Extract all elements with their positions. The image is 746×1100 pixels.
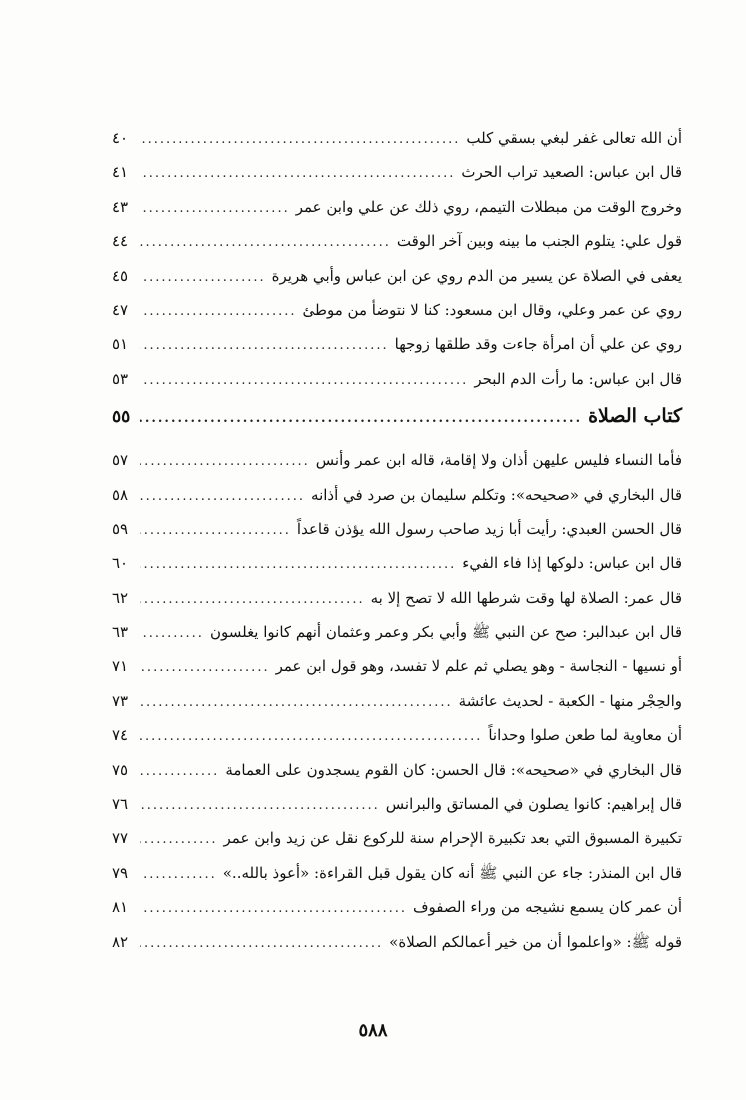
- toc-entry-title: قال البخاري في «صحيحه»: قال الحسن: كان القوم يسجدون على العمامة: [225, 760, 682, 779]
- toc-entry-page: ٨٢: [112, 932, 129, 951]
- toc-entry-page: ٨١: [112, 898, 129, 917]
- leader-dots: [140, 658, 270, 678]
- toc-entry-title: أو نسيها - النجاسة - وهو يصلي ثم علم لا تفسد، وهو قول ابن عمر: [275, 657, 682, 676]
- leader-dots: [140, 487, 305, 507]
- toc-entry: [112, 266, 682, 288]
- toc-entry-page: ٦٠: [112, 554, 129, 573]
- toc-entry-title: أن معاوية لما طعن صلوا وحداناً: [488, 726, 682, 745]
- leader-dots: [140, 624, 204, 644]
- toc-entry-page: ٥٨: [112, 485, 129, 504]
- toc-entry-page: ٧٩: [112, 863, 129, 882]
- toc-entry: [112, 334, 682, 356]
- toc-entry-page: ٥٩: [112, 519, 129, 538]
- toc-entry-title: قال البخاري في «صحيحه»: وتكلم سليمان بن صرد في أذانه: [311, 485, 682, 504]
- toc-entry-title: روي عن عمر وعلي، وقال ابن مسعود: كنا لا نتوضأ من موطئ: [302, 300, 682, 319]
- toc-entry-title: قال ابن عبدالبر: صح عن النبي ﷺ وأبي بكر وعمر وعثمان أنهم كانوا يغلسون: [209, 623, 682, 642]
- leader-dots: [140, 521, 291, 541]
- toc-entry: [112, 588, 682, 610]
- toc-entry: [112, 369, 682, 391]
- toc-entry-page: ٦٣: [112, 623, 129, 642]
- leader-dots: [140, 268, 266, 288]
- toc-entry-title: وخروج الوقت من مبطلات التيمم، روي ذلك عن علي وابن عمر: [295, 197, 682, 216]
- toc-entry-page: ٦٢: [112, 588, 129, 607]
- toc-entry: [112, 691, 682, 713]
- section-heading-row: [112, 403, 682, 432]
- toc-entry: [112, 197, 682, 219]
- toc-entry-title: قال عمر: الصلاة لها وقت شرطها الله لا تصح إلا به: [370, 588, 682, 607]
- toc-entry: [112, 162, 682, 184]
- toc-entry-page: ٤١: [112, 163, 129, 182]
- toc-entry-title: قال ابن عباس: ما رأت الدم البحر: [474, 369, 682, 388]
- toc-entry-title: قال الحسن العبدي: رأيت أبا زيد صاحب رسول الله يؤذن قاعداً: [296, 519, 682, 538]
- toc-entry-page: ٥٥: [112, 407, 131, 428]
- leader-dots: [140, 796, 380, 816]
- toc-entry: [112, 656, 682, 678]
- toc-entry-title: قال ابن عباس: دلوكها إذا فاء الفيء: [462, 554, 682, 573]
- toc-entry-page: ٥٧: [112, 451, 129, 470]
- leader-dots: [140, 336, 389, 356]
- leader-dots: [140, 693, 453, 713]
- toc-entry-page: ٧٥: [112, 760, 129, 779]
- leader-dots: [140, 727, 482, 747]
- toc-entry: [112, 300, 682, 322]
- toc-entry-title: أن الله تعالى غفر لبغي بسقي كلب: [466, 129, 682, 147]
- toc-entry: [112, 622, 682, 644]
- toc-entry-page: ٥١: [112, 335, 129, 354]
- leader-dots: [140, 865, 217, 885]
- leader-dots: [140, 302, 297, 322]
- toc-entry: [112, 450, 682, 472]
- toc-entry-title: فأما النساء فليس عليهن أذان ولا إقامة، قاله ابن عمر وأنس: [315, 451, 682, 470]
- toc-entry: [112, 553, 682, 575]
- toc-entry-page: ٤٠: [112, 129, 129, 147]
- toc-entry: [112, 760, 682, 782]
- toc-entry-page: ٧٧: [112, 829, 129, 848]
- toc-entry: [112, 128, 682, 150]
- leader-dots: [140, 555, 456, 575]
- leader-dots: [140, 199, 290, 219]
- toc-entry: [112, 932, 682, 954]
- toc-entry-page: ٤٥: [112, 266, 129, 285]
- toc-entry-title: أن عمر كان يسمع نشيجه من وراء الصفوف: [413, 898, 682, 917]
- leader-dots: [140, 130, 460, 150]
- leader-dots: [140, 934, 383, 954]
- toc-entry-page: ٧٤: [112, 726, 129, 745]
- leader-dots: [140, 830, 218, 850]
- toc-entry-title: قال إبراهيم: كانوا يصلون في المساتق والبرانس: [385, 795, 682, 814]
- table-of-contents: [112, 128, 682, 966]
- toc-entry-title: قوله ﷺ: «واعلموا أن من خير أعمالكم الصلاة»: [389, 932, 682, 951]
- toc-entry-page: ٤٧: [112, 300, 129, 319]
- toc-entry: [112, 794, 682, 816]
- leader-dots: [140, 899, 407, 919]
- leader-dots: [140, 406, 582, 432]
- toc-entry-page: ٤٣: [112, 197, 129, 216]
- toc-entry-title: يعفى في الصلاة عن يسير من الدم روي عن ابن عباس وأبي هريرة: [271, 266, 682, 285]
- toc-entry: [112, 828, 682, 850]
- toc-entry-title: تكبيرة المسبوق التي بعد تكبيرة الإحرام سنة للركوع نقل عن زيد وابن عمر: [223, 829, 682, 848]
- toc-entry: [112, 725, 682, 747]
- page-number: ٥٨٨: [358, 1020, 388, 1041]
- toc-entry: [112, 231, 682, 253]
- toc-entry: [112, 485, 682, 507]
- leader-dots: [140, 762, 219, 782]
- toc-entry-title: قال ابن عباس: الصعيد تراب الحرث: [461, 163, 682, 182]
- toc-entry-title: روي عن علي أن امرأة جاءت وقد طلقها زوجها: [394, 335, 682, 354]
- toc-entry-page: ٧٦: [112, 795, 129, 814]
- toc-entry: [112, 897, 682, 919]
- leader-dots: [140, 590, 365, 610]
- toc-entry-page: ٧١: [112, 657, 129, 676]
- toc-entry-page: ٥٣: [112, 369, 129, 388]
- leader-dots: [140, 233, 391, 253]
- toc-entry-title: قال ابن المنذر: جاء عن النبي ﷺ أنه كان يقول قبل القراءة: «أعوذ بالله..»: [222, 863, 682, 882]
- leader-dots: [140, 164, 455, 184]
- toc-entry-page: ٧٣: [112, 691, 129, 710]
- toc-entry: [112, 863, 682, 885]
- toc-entry-title: والحِجْر منها - الكعبة - لحديث عائشة: [458, 691, 682, 710]
- toc-entry: [112, 519, 682, 541]
- toc-entry-title: قول علي: يتلوم الجنب ما بينه وبين آخر الوقت: [396, 232, 682, 251]
- toc-entry-page: ٤٤: [112, 232, 129, 251]
- leader-dots: [140, 371, 468, 391]
- section-heading-title: كتاب الصلاة: [588, 405, 682, 428]
- leader-dots: [140, 452, 310, 472]
